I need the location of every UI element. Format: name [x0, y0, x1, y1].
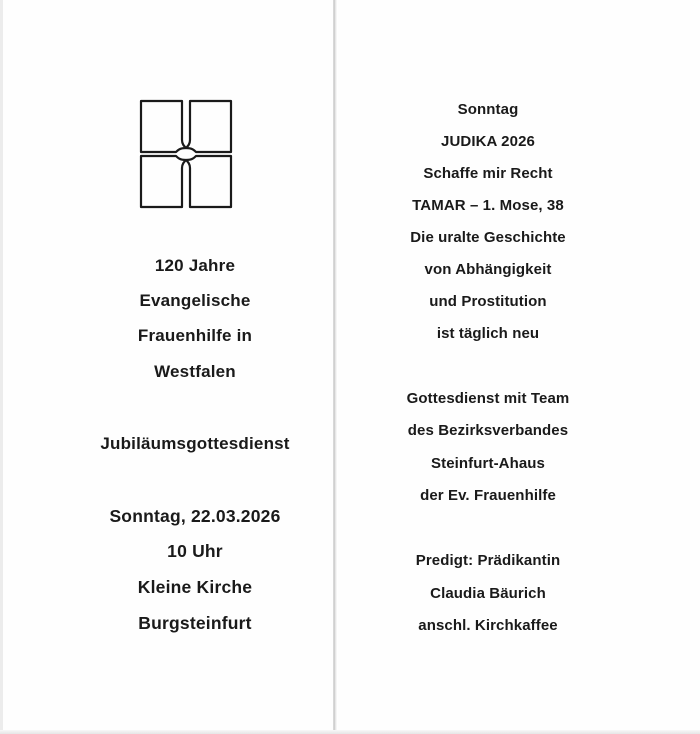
header-line: TAMAR – 1. Mose, 38: [412, 197, 564, 214]
team-line: des Bezirksverbandes: [407, 422, 569, 439]
team-line: Gottesdienst mit Team: [406, 390, 570, 407]
event-type: Jubiläumsgottesdienst: [100, 434, 290, 453]
event-town: Burgsteinfurt: [138, 613, 252, 633]
team-line: der Ev. Frauenhilfe: [420, 487, 556, 504]
header-line: ist täglich neu: [436, 325, 540, 342]
header-line: JUDIKA 2026: [441, 133, 535, 150]
header-line: Schaffe mir Recht: [423, 165, 553, 182]
header-line: Die uralte Geschichte: [410, 229, 566, 246]
header-line: Sonntag: [457, 101, 519, 118]
event-venue: Kleine Kirche: [137, 577, 253, 597]
header-line: von Abhängigkeit: [424, 261, 552, 278]
cross-emblem-icon: [138, 98, 234, 210]
event-date: Sonntag, 22.03.2026: [109, 506, 281, 526]
title-line: 120 Jahre: [154, 256, 236, 275]
title-line: Frauenhilfe in: [137, 326, 253, 345]
header-line: und Prostitution: [429, 293, 547, 310]
preacher-line: Predigt: Prädikantin: [415, 552, 561, 569]
event-time: 10 Uhr: [167, 541, 223, 561]
preacher-line: Claudia Bäurich: [430, 585, 546, 602]
title-line: Westfalen: [154, 362, 236, 381]
team-line: Steinfurt-Ahaus: [431, 455, 545, 472]
preacher-line: anschl. Kirchkaffee: [418, 617, 558, 634]
bottom-edge: [0, 730, 700, 734]
title-line: Evangelische: [139, 291, 251, 310]
